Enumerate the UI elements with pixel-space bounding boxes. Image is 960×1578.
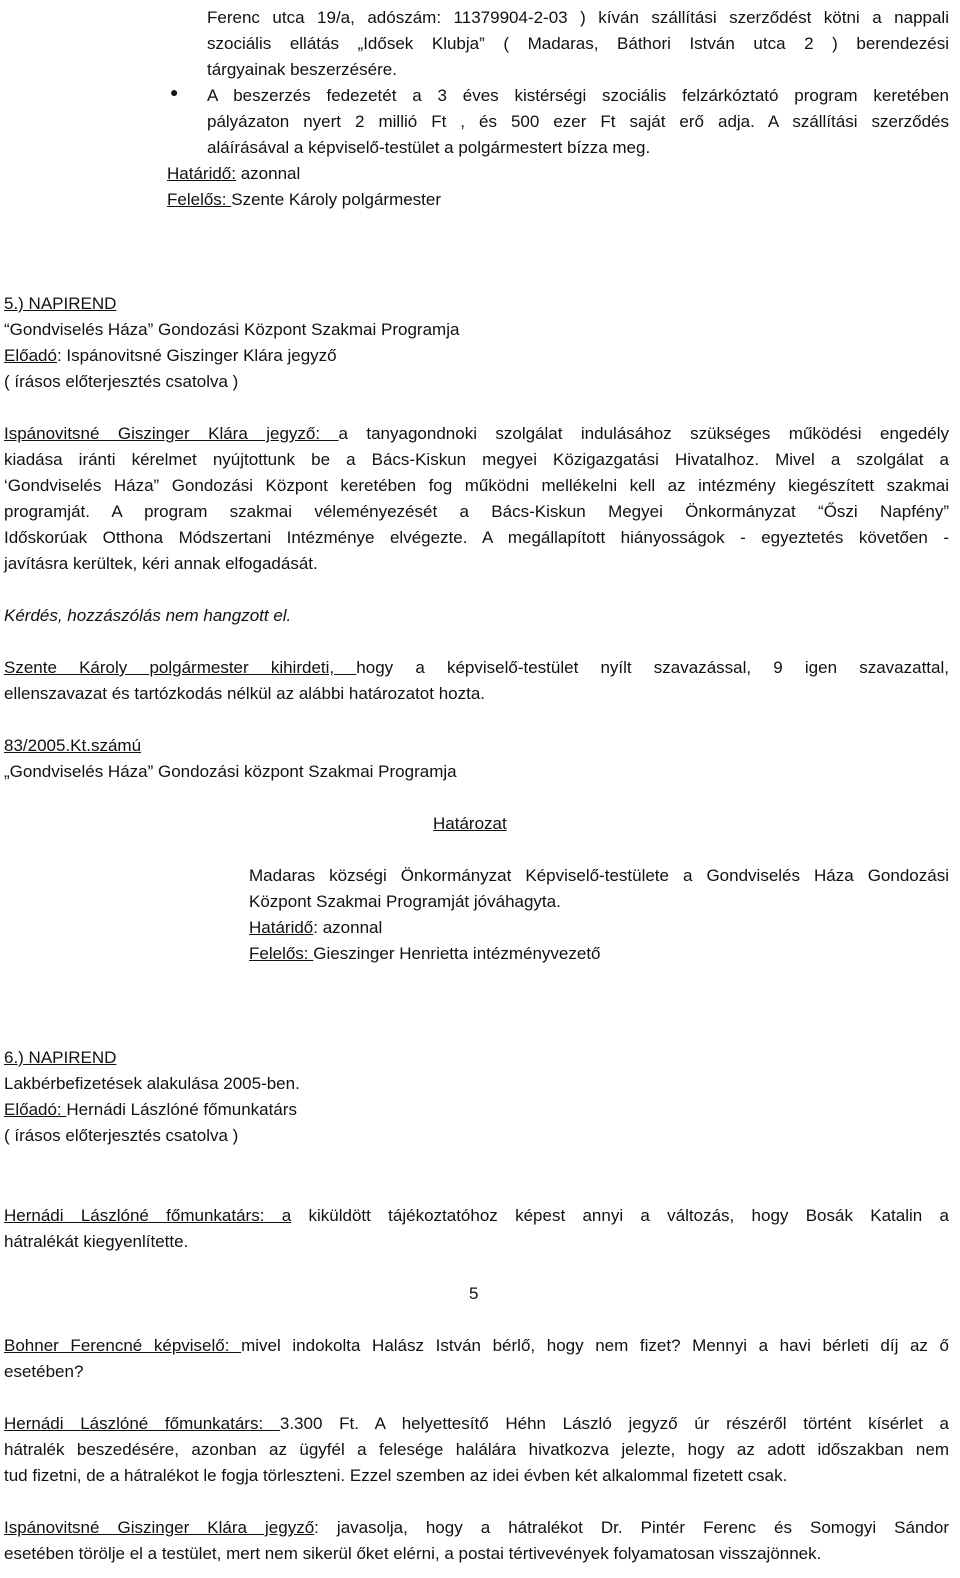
- speaker-name: Ispánovitsné Giszinger Klára jegyző: [4, 1518, 315, 1537]
- text-line: esetében törölje el a testület, mert nem sikerül őket elérni, a postai tértivevények folyamatosan visszajönnek.: [4, 1544, 822, 1563]
- speaker-name: Ispánovitsné Giszinger Klára jegyző:: [4, 424, 339, 443]
- text-line: [4, 1336, 949, 1356]
- agenda-heading: 6.) NAPIREND: [4, 1048, 117, 1067]
- question-note: Kérdés, hozzászólás nem hangzott el.: [4, 606, 292, 625]
- presenter-value: : Ispánovitsné Giszinger Klára jegyző: [56, 346, 337, 365]
- attachment-note: ( írásos előterjesztés csatolva ): [4, 372, 239, 391]
- text-line: hátralék beszedésére, azonban az ügyfél a felesége halálára hivatkozva jelezte, hogy az adott időszakban nem: [4, 1440, 949, 1459]
- presenter-label: Előadó: [4, 346, 57, 365]
- text-line: [4, 1518, 949, 1538]
- speech-text: 3.300 Ft. A helyettesítő Héhn László jegyző úr részéről történt kísérlet a: [279, 1414, 949, 1433]
- speech-text: : javasolja, hogy a hátralékot Dr. Pintér Ferenc és Somogyi Sándor: [314, 1518, 949, 1537]
- speech-text: hogy a képviselő-testület nyílt szavazással, 9 igen szavazattal,: [356, 658, 949, 677]
- resolution-heading: Határozat: [433, 814, 507, 833]
- presenter-line: [4, 1100, 297, 1120]
- text-line: pályázaton nyert 2 millió Ft , és 500 ezer Ft saját erő adja. A szállítási szerződés: [207, 112, 949, 131]
- text-line: [4, 1206, 949, 1226]
- speaker-name: Bohner Ferencné képviselő:: [4, 1336, 242, 1355]
- deadline-value: azonnal: [235, 164, 301, 183]
- text-line: Madaras községi Önkormányzat Képviselő-testülete a Gondviselés Háza Gondozási: [249, 866, 949, 885]
- text-line: tárgyainak beszerzésére.: [207, 60, 397, 79]
- agenda-title: Lakbérbefizetések alakulása 2005-ben.: [4, 1074, 300, 1093]
- text-line: [4, 658, 949, 678]
- speech-text: mivel indokolta Halász István bérlő, hogy nem fizet? Mennyi a havi bérleti díj az ő: [241, 1336, 949, 1355]
- text-line: Ferenc utca 19/a, adószám: 11379904-2-03 ) kíván szállítási szerződést kötni a nappali: [207, 8, 949, 27]
- resolution-title: „Gondviselés Háza” Gondozási központ Szakmai Programja: [4, 762, 457, 781]
- speaker-name: Hernádi Lászlóné főmunkatárs: a: [4, 1206, 292, 1225]
- responsible-line: [167, 190, 441, 210]
- text-line: esetében?: [4, 1362, 84, 1381]
- deadline-line: [249, 918, 382, 938]
- text-line: hátralékát kiegyenlítette.: [4, 1232, 189, 1251]
- text-line: tud fizetni, de a hátralékot le fogja törleszteni. Ezzel szemben az idei évben két alkalommal fizetett csak.: [4, 1466, 788, 1485]
- speech-text: kiküldött tájékoztatóhoz képest annyi a változás, hogy Bosák Katalin a: [291, 1206, 949, 1225]
- speaker-name: Szente Károly polgármester kihirdeti,: [4, 658, 357, 677]
- speaker-name: Hernádi Lászlóné főmunkatárs:: [4, 1414, 280, 1433]
- responsible-line: [249, 944, 601, 964]
- deadline-label: Határidő: [249, 918, 314, 937]
- text-line: Központ Szakmai Programját jóváhagyta.: [249, 892, 561, 911]
- presenter-value: Hernádi Lászlóné főmunkatárs: [66, 1100, 297, 1119]
- responsible-label: Felelős:: [249, 944, 314, 963]
- text-line: Időskorúak Otthona Módszertani Intézménye elvégezte. A megállapított hiányosságok - egyeztetés követően -: [4, 528, 949, 547]
- responsible-value: Szente Károly polgármester: [231, 190, 442, 209]
- responsible-value: Gieszinger Henrietta intézményvezető: [313, 944, 601, 963]
- deadline-value: : azonnal: [313, 918, 383, 937]
- responsible-label: Felelős:: [167, 190, 232, 209]
- deadline-line: [167, 164, 300, 184]
- speech-text: a tanyagondnoki szolgálat indulásához szükséges működési engedély: [338, 424, 949, 443]
- text-line: A beszerzés fedezetét a 3 éves kistérségi szociális felzárkóztató program keretében: [207, 86, 949, 105]
- deadline-label: Határidő:: [167, 164, 236, 183]
- agenda-title: “Gondviselés Háza” Gondozási Központ Szakmai Programja: [4, 320, 460, 339]
- text-line: javításra kerültek, kéri annak elfogadását.: [4, 554, 318, 573]
- bullet-icon: ●: [170, 84, 179, 100]
- agenda-heading: 5.) NAPIREND: [4, 294, 117, 313]
- presenter-label: Előadó:: [4, 1100, 67, 1119]
- page-number: 5: [469, 1284, 479, 1303]
- text-line: ellenszavazat és tartózkodás nélkül az alábbi határozatot hozta.: [4, 684, 486, 703]
- text-line: programját. A program szakmai véleményezését a Bács-Kiskun Megyei Önkormányzat “Őszi Napfény”: [4, 502, 949, 521]
- text-line: ‘Gondviselés Háza” Gondozási Központ keretében fog működni mellékelni kell az intézmény kiegészített szakmai: [4, 476, 949, 495]
- text-line: kiadása iránti kérelmet nyújtottunk be a Bács-Kiskun megyei Közigazgatási Hivatalhoz. Mivel a szolgálat a: [4, 450, 949, 469]
- presenter-line: [4, 346, 337, 366]
- resolution-number: 83/2005.Kt.számú: [4, 736, 142, 755]
- text-line: aláírásával a képviselő-testület a polgármestert bízza meg.: [207, 138, 651, 157]
- text-line: [4, 424, 949, 444]
- text-line: szociális ellátás „Idősek Klubja” ( Madaras, Báthori István utca 2 ) berendezési: [207, 34, 949, 53]
- attachment-note: ( írásos előterjesztés csatolva ): [4, 1126, 239, 1145]
- text-line: [4, 1414, 949, 1434]
